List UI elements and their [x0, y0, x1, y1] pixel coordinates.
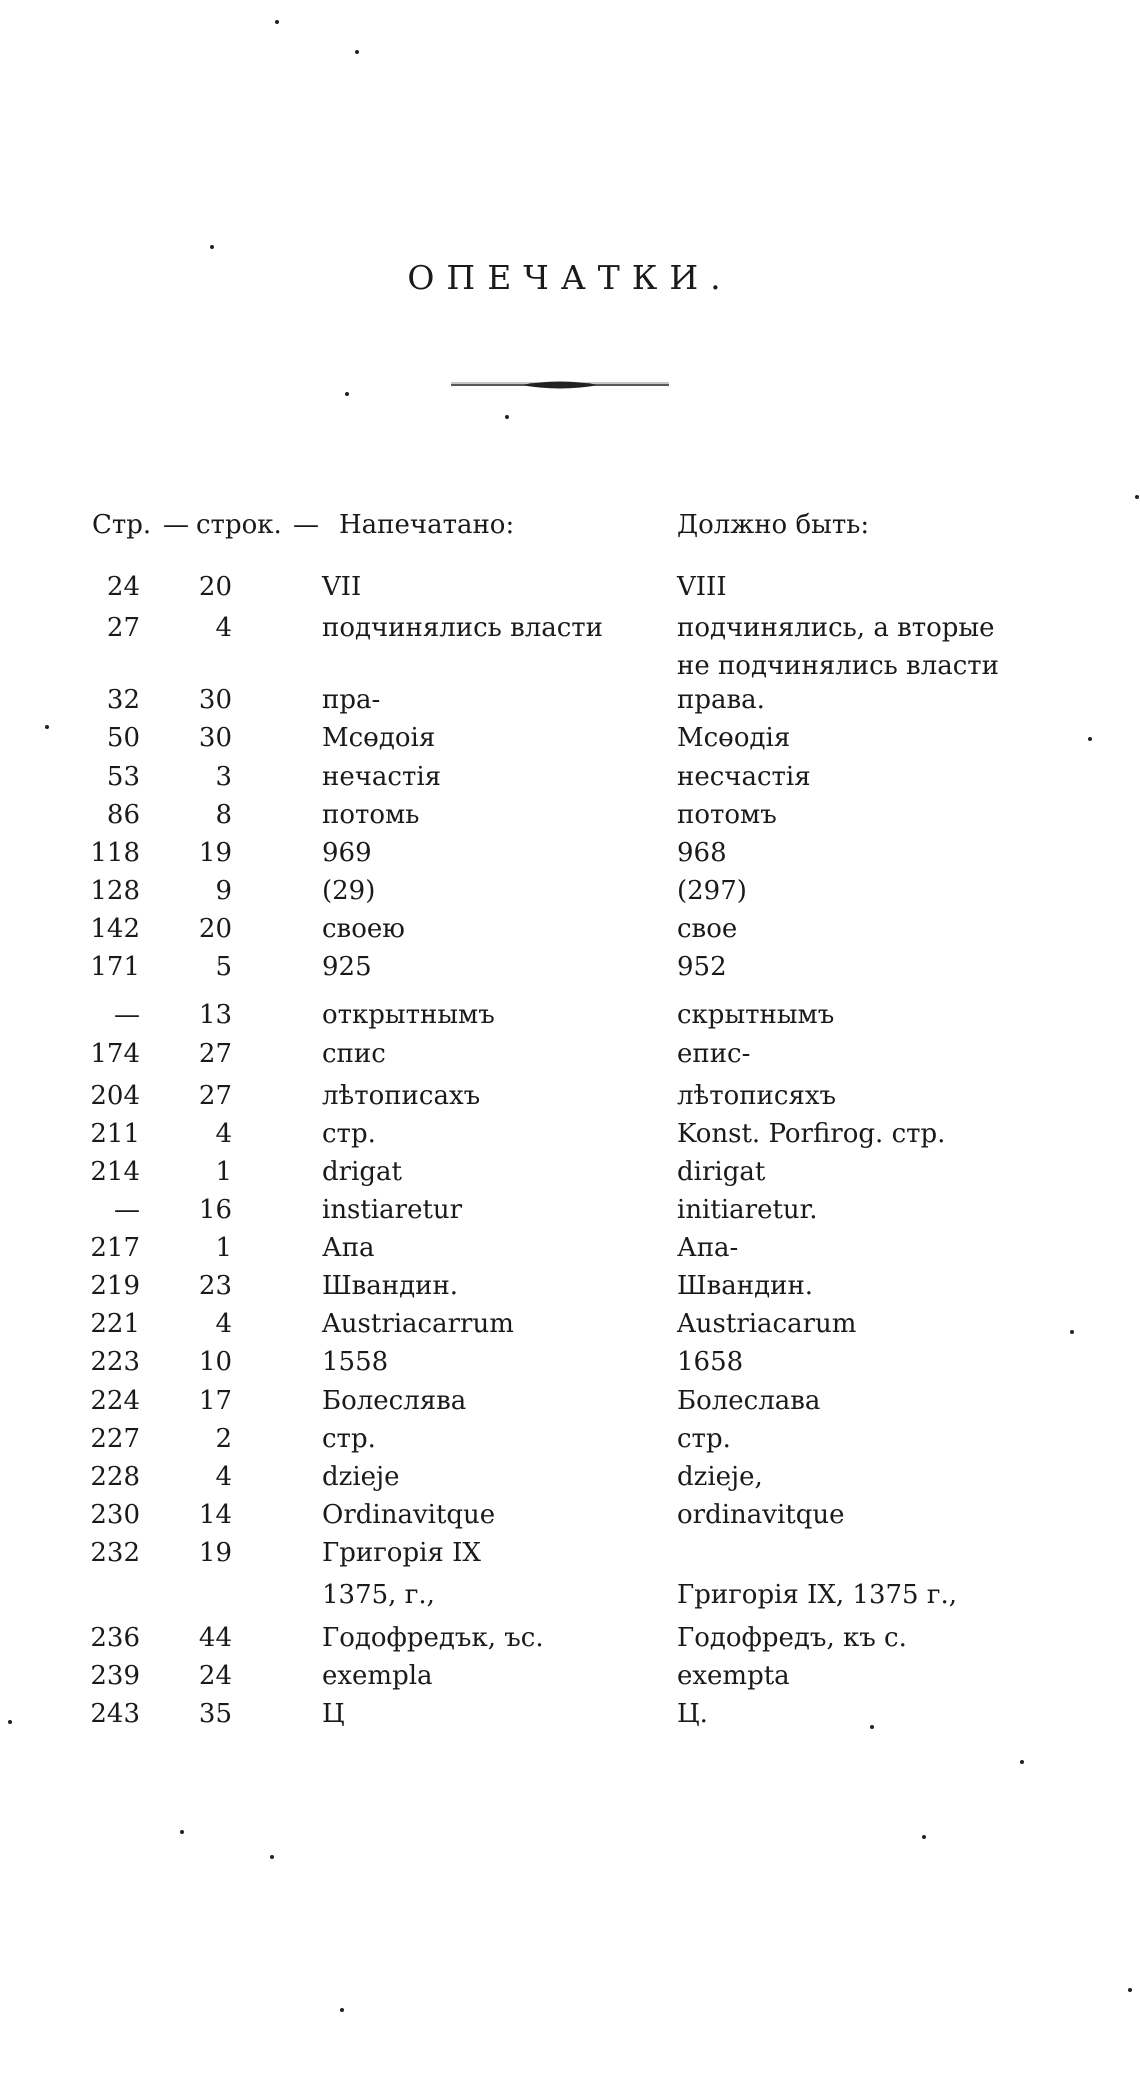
errata-page-number: 211 — [90, 1119, 140, 1149]
scan-speck — [1070, 1330, 1074, 1334]
scan-speck — [180, 1830, 184, 1834]
errata-correct-text-continued: не подчинялись власти — [677, 651, 999, 681]
errata-line-number: 4 — [215, 1309, 232, 1339]
errata-page-number: 204 — [90, 1081, 140, 1111]
errata-correct-text: Григорія IX, 1375 г., — [677, 1580, 957, 1610]
header-line: строк. — [196, 510, 282, 540]
errata-row — [0, 1661, 1140, 1701]
scan-speck — [355, 50, 359, 54]
scan-speck — [340, 2008, 344, 2012]
header-should-be: Должно быть: — [677, 510, 870, 540]
errata-correct-text: dzieje, — [677, 1462, 763, 1492]
errata-page-number: 217 — [90, 1233, 140, 1263]
errata-row — [0, 1039, 1140, 1079]
errata-correct-text: стр. — [677, 1424, 731, 1454]
errata-row — [0, 762, 1140, 802]
errata-printed-text: Мсөдоія — [322, 723, 436, 753]
scan-speck — [275, 20, 279, 24]
errata-line-number: 10 — [198, 1347, 232, 1377]
errata-printed-text: Austriacarrum — [322, 1309, 514, 1339]
errata-printed-text: пра- — [322, 685, 381, 715]
errata-printed-text: Болеслява — [322, 1386, 467, 1416]
errata-row — [0, 1157, 1140, 1197]
errata-printed-text: drigat — [322, 1157, 402, 1187]
errata-printed-text: 925 — [322, 952, 372, 982]
errata-correct-text: Болеслава — [677, 1386, 821, 1416]
errata-page-number: 223 — [90, 1347, 140, 1377]
errata-page-number: 214 — [90, 1157, 140, 1187]
errata-printed-text: Григорія IX — [322, 1538, 481, 1568]
errata-page-number: 224 — [90, 1386, 140, 1416]
errata-correct-text: initiaretur. — [677, 1195, 818, 1225]
ornamental-rule — [451, 379, 669, 391]
errata-correct-text: права. — [677, 685, 765, 715]
errata-line-number: 19 — [198, 838, 232, 868]
errata-printed-text: Годофредък, ъс. — [322, 1623, 544, 1653]
scan-speck — [270, 1855, 274, 1859]
errata-row — [0, 838, 1140, 878]
errata-correct-text: Годофредъ, къ с. — [677, 1623, 907, 1653]
errata-page-number: 86 — [106, 800, 140, 830]
errata-page-number: — — [114, 1195, 140, 1225]
errata-row — [0, 1424, 1140, 1464]
errata-page-number: 32 — [106, 685, 140, 715]
errata-row — [0, 572, 1140, 612]
errata-printed-text: своею — [322, 914, 405, 944]
errata-page-number: 24 — [106, 572, 140, 602]
errata-line-number: 20 — [198, 572, 232, 602]
header-dash: — — [293, 510, 319, 540]
errata-printed-text: 969 — [322, 838, 372, 868]
header-printed: Напечатано: — [339, 510, 515, 540]
errata-correct-text: Konst. Porfirog. стр. — [677, 1119, 946, 1149]
errata-line-number: 27 — [198, 1081, 232, 1111]
errata-page-number: 230 — [90, 1500, 140, 1530]
errata-printed-text: стр. — [322, 1424, 376, 1454]
errata-line-number: 14 — [198, 1500, 232, 1530]
errata-row — [0, 1233, 1140, 1273]
errata-printed-text: exempla — [322, 1661, 433, 1691]
errata-printed-text: Ц — [322, 1699, 345, 1729]
errata-page-number: 228 — [90, 1462, 140, 1492]
errata-line-number: 20 — [198, 914, 232, 944]
errata-line-number: 1 — [215, 1233, 232, 1263]
errata-line-number: 24 — [198, 1661, 232, 1691]
errata-line-number: 9 — [215, 876, 232, 906]
scan-speck — [8, 1720, 12, 1724]
errata-row — [0, 800, 1140, 840]
errata-line-number: 30 — [198, 723, 232, 753]
errata-correct-text: 952 — [677, 952, 727, 982]
errata-printed-text: 1558 — [322, 1347, 389, 1377]
errata-line-number: 17 — [198, 1386, 232, 1416]
errata-correct-text: 968 — [677, 838, 727, 868]
scan-speck — [922, 1835, 926, 1839]
errata-page-number: 227 — [90, 1424, 140, 1454]
errata-printed-text: (29) — [322, 876, 376, 906]
errata-correct-text: скрытнымъ — [677, 1000, 835, 1030]
errata-correct-text: dirigat — [677, 1157, 766, 1187]
errata-row — [0, 613, 1140, 681]
errata-page-number: 142 — [90, 914, 140, 944]
errata-line-number: 35 — [198, 1699, 232, 1729]
scan-speck — [210, 245, 214, 249]
errata-printed-text: Апа — [322, 1233, 375, 1263]
errata-printed-text: нечастія — [322, 762, 442, 792]
errata-row — [0, 723, 1140, 763]
errata-row — [0, 1195, 1140, 1235]
scan-speck — [1128, 1988, 1132, 1992]
errata-line-number: 19 — [198, 1538, 232, 1568]
errata-correct-text: лѣтописяхъ — [677, 1081, 837, 1111]
errata-printed-text: Ordinavitque — [322, 1500, 496, 1530]
errata-correct-text: Ц. — [677, 1699, 708, 1729]
errata-line-number: 23 — [198, 1271, 232, 1301]
errata-row — [0, 1623, 1140, 1663]
errata-line-number: 4 — [215, 1462, 232, 1492]
errata-correct-text: Мсөодія — [677, 723, 791, 753]
errata-row — [0, 1500, 1140, 1540]
scan-speck — [1135, 495, 1139, 499]
errata-line-number: 2 — [215, 1424, 232, 1454]
scan-speck — [870, 1725, 874, 1729]
errata-row — [0, 685, 1140, 725]
errata-printed-text: спис — [322, 1039, 386, 1069]
errata-printed-text: подчинялись власти — [322, 613, 603, 643]
errata-correct-text: VIII — [677, 572, 727, 602]
errata-row — [0, 1538, 1140, 1578]
errata-correct-text: несчастія — [677, 762, 811, 792]
errata-page-number: 50 — [106, 723, 140, 753]
errata-row — [0, 1081, 1140, 1121]
scan-speck — [1020, 1760, 1024, 1764]
errata-correct-text: 1658 — [677, 1347, 744, 1377]
errata-line-number: 1 — [215, 1157, 232, 1187]
errata-row — [0, 876, 1140, 916]
errata-line-number: 5 — [215, 952, 232, 982]
errata-correct-text: подчинялись, а вторые — [677, 613, 995, 643]
errata-row — [0, 1271, 1140, 1311]
errata-line-number: 3 — [215, 762, 232, 792]
errata-printed-text: стр. — [322, 1119, 376, 1149]
errata-printed-text: Швандин. — [322, 1271, 459, 1301]
errata-row — [0, 1000, 1140, 1040]
errata-row — [0, 952, 1140, 992]
errata-correct-text: (297) — [677, 876, 747, 906]
errata-page-number: 118 — [90, 838, 140, 868]
errata-correct-text: exempta — [677, 1661, 790, 1691]
errata-row — [0, 1309, 1140, 1349]
errata-printed-text: открытнымъ — [322, 1000, 495, 1030]
errata-line-number: 27 — [198, 1039, 232, 1069]
errata-page-number: 53 — [106, 762, 140, 792]
errata-line-number: 8 — [215, 800, 232, 830]
errata-printed-text: потомь — [322, 800, 420, 830]
errata-page-number: 232 — [90, 1538, 140, 1568]
errata-page-number: 236 — [90, 1623, 140, 1653]
errata-printed-text: instiaretur — [322, 1195, 463, 1225]
errata-printed-text: VII — [322, 572, 362, 602]
errata-line-number: 16 — [198, 1195, 232, 1225]
errata-page-number: 27 — [106, 613, 140, 643]
errata-correct-text: ordinavitque — [677, 1500, 845, 1530]
errata-line-number: 13 — [198, 1000, 232, 1030]
errata-printed-text: dzieje — [322, 1462, 400, 1492]
errata-row — [0, 1580, 1140, 1620]
errata-page-number: 171 — [90, 952, 140, 982]
errata-row — [0, 1119, 1140, 1159]
errata-line-number: 4 — [215, 613, 232, 643]
errata-line-number: 4 — [215, 1119, 232, 1149]
errata-page-number: 243 — [90, 1699, 140, 1729]
errata-page-number: 174 — [90, 1039, 140, 1069]
errata-correct-text: Апа- — [677, 1233, 739, 1263]
errata-line-number: 44 — [198, 1623, 232, 1653]
scan-speck — [505, 415, 509, 419]
errata-row — [0, 1386, 1140, 1426]
errata-row — [0, 1347, 1140, 1387]
errata-page-number: 239 — [90, 1661, 140, 1691]
errata-line-number: 30 — [198, 685, 232, 715]
errata-correct-text: епис- — [677, 1039, 751, 1069]
header-page: Стр. — [92, 510, 152, 540]
scan-speck — [345, 392, 349, 396]
errata-printed-text: 1375, г., — [322, 1580, 435, 1610]
scan-speck — [45, 725, 49, 729]
errata-correct-text: потомъ — [677, 800, 777, 830]
errata-correct-text: Austriacarum — [677, 1309, 857, 1339]
errata-page-number: 128 — [90, 876, 140, 906]
errata-row — [0, 914, 1140, 954]
errata-row — [0, 1699, 1140, 1739]
errata-page-number: 219 — [90, 1271, 140, 1301]
errata-row — [0, 1462, 1140, 1502]
scan-speck — [1088, 737, 1092, 741]
errata-correct-text: свое — [677, 914, 738, 944]
header-dash: — — [163, 510, 189, 540]
errata-printed-text: лѣтописахъ — [322, 1081, 481, 1111]
errata-correct-text: Швандин. — [677, 1271, 814, 1301]
page-title: ОПЕЧАТКИ. — [407, 258, 733, 297]
errata-page-number: — — [114, 1000, 140, 1030]
errata-page-number: 221 — [90, 1309, 140, 1339]
